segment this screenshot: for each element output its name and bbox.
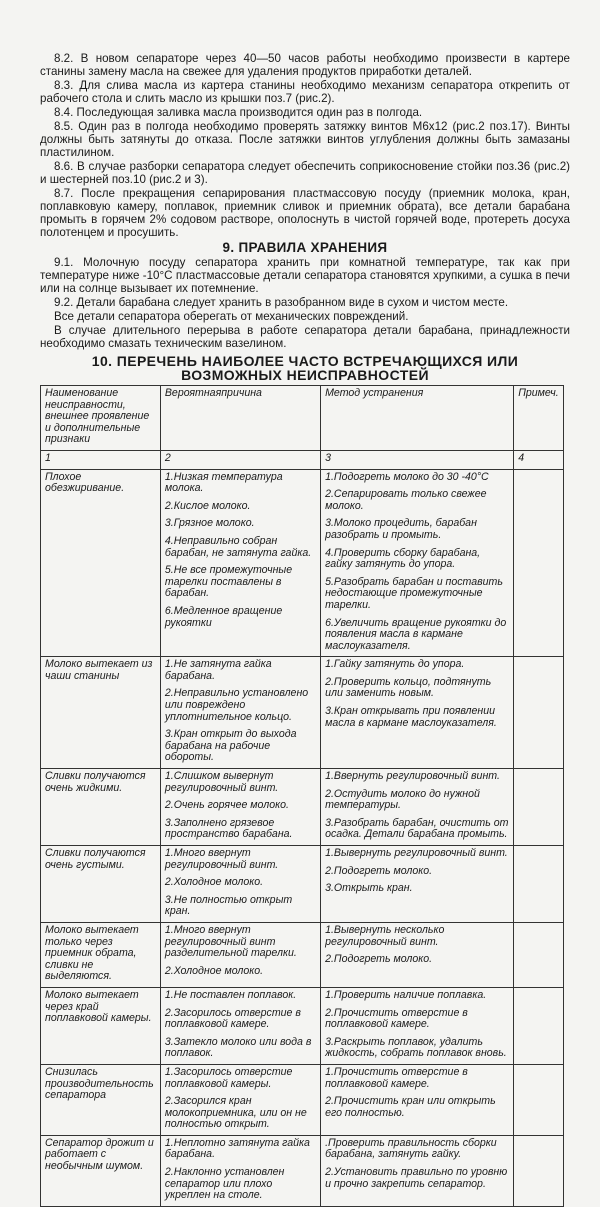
header-note: Примеч. [514,386,564,451]
paragraph-9-3: Все детали сепаратора оберегать от механических повреждений. [54,310,409,323]
note-cell [514,769,564,846]
section-9 [40,256,570,350]
remedy-item: 3.Открыть кран. [325,882,413,895]
remedy-item: .Проверить правильность сборки барабана, затянуть гайку. [325,1136,497,1161]
fault-cell: Сепаратор дрожит и работает с необычным шумом. [41,1135,161,1206]
cause-item: 3.Не полностью открыт кран. [164,893,293,918]
remedy-item: 1.Гайку затянуть до упора. [325,658,465,671]
remedy-cell [321,1064,514,1135]
table-row [41,922,564,987]
remedy-item: 2.Остудить молоко до нужной температуры. [325,787,480,812]
remedy-cell [321,922,514,987]
column-number: 2 [160,450,320,469]
cause-item: 2.Наклонно установлен сепаратор или плохо укреплен на столе. [164,1166,285,1202]
cause-item: 1.Не затянута гайка барабана. [164,658,272,682]
column-number: 4 [514,450,564,469]
faults-table [40,385,564,1207]
remedy-item: 2.Сепарировать только свежее молоко. [325,488,487,512]
remedy-cell [321,769,514,846]
cause-item: 2.Кислое молоко. [164,499,251,512]
table-row [41,657,564,769]
cause-item: 1.Засорилось отверстие поплавковой камеры. [164,1065,293,1090]
cause-cell [160,769,320,846]
paragraph-9-1: 9.1. Молочную посуду сепаратора хранить при комнатной температуре, так как при температуре ниже -10°С пластмассовые детали сепаратора становятся хрупкими, а сушка в печи или на солнце вызывает их потемнение. [40,256,570,295]
column-number: 3 [321,450,514,469]
cause-item: 1.Много ввернут регулировочный винт. [164,847,279,871]
cause-item: 2.Неправильно установлено или повреждено уплотнительное кольцо. [164,687,309,723]
table-header-row [41,386,564,451]
cause-item: 1.Много ввернут регулировочный винт разделительной тарелки. [164,923,297,960]
note-cell [514,1064,564,1135]
cause-cell [160,922,320,987]
table-row [41,469,564,657]
paragraph-8-7: 8.7. После прекращения сепарирования пластмассовую посуду (приемник молока, кран, поплавковую камеру, поплавок, приемник сливок и приемник обрата), все детали барабана промыть в горячем 2% содовом растворе, ополоснуть в чистой горячей воде, протереть досуха полотенцем и просушить. [40,187,570,239]
remedy-item: 2.Прочистить кран или открыть его полностью. [325,1095,496,1119]
remedy-item: 5.Разобрать барабан и поставить недостающие промежуточные тарелки. [325,575,503,611]
cause-item: 2.Холодное молоко. [164,876,264,889]
cause-cell [160,1064,320,1135]
cause-item: 2.Холодное молоко. [164,964,264,977]
header-fault: Наименование неисправности, внешнее проявление и дополнительные признаки [41,386,161,451]
note-cell [514,657,564,769]
cause-cell [160,846,320,923]
cause-cell [160,657,320,769]
table-row [41,987,564,1064]
cause-item: 2.Засорился кран молокоприемника, или он не полностью открыт. [164,1095,307,1131]
remedy-cell [321,987,514,1064]
remedy-item: 1.Проверить наличие поплавка. [325,988,487,1001]
paragraph-8-4: 8.4. Последующая заливка масла производится один раз в полгода. [54,106,423,119]
cause-item: 1.Слишком вывернут регулировочный винт. [164,770,279,794]
paragraph-8-5: 8.5. Один раз в полгода необходимо проверять затяжку винтов М6х12 (рис.2 поз.17). Винты должны быть затянуты до отказа. После затяжки винтов углубления должны быть замазаны пластилином. [40,120,570,159]
remedy-item: 4.Проверить сборку барабана, гайку затянуть до упора. [325,546,481,571]
fault-cell: Молоко вытекает через край поплавковой камеры. [41,987,161,1064]
column-number-row [41,450,564,469]
remedy-cell [321,469,514,657]
section-8 [40,52,570,239]
fault-cell: Молоко вытекает из чаши станины [41,657,161,769]
section-10-heading: 10. ПЕРЕЧЕНЬ НАИБОЛЕЕ ЧАСТО ВСТРЕЧАЮЩИХСЯ ИЛИ ВОЗМОЖНЫХ НЕИСПРАВНОСТЕЙ [91,353,519,383]
remedy-item: 1.Ввернуть регулировочный винт. [325,770,500,783]
note-cell [514,922,564,987]
remedy-item: 3.Кран открывать при появлении масла в кармане маслоуказателя. [325,705,497,729]
table-row [41,769,564,846]
table-row [41,1064,564,1135]
fault-cell: Сливки получаются очень жидкими. [41,769,161,846]
paragraph-8-2: 8.2. В новом сепараторе через 40—50 часов работы необходимо произвести в картере станины замену масла на свежее для удаления продуктов приработки деталей. [40,52,570,78]
remedy-item: 6.Увеличить вращение рукоятки до появления масла в кармане маслоуказателя. [325,616,507,652]
remedy-item: 1.Прочистить отверстие в поплавковой камере. [325,1065,468,1090]
cause-item: 6.Медленное вращение рукоятки [164,604,283,629]
cause-item: 3.Затекло молоко или вода в поплавок. [164,1035,312,1060]
cause-item: 1.Неплотно затянута гайка барабана. [164,1136,310,1161]
fault-cell: Молоко вытекает только через приемник обрата, сливки не выделяются. [41,922,161,987]
paragraph-8-6: 8.6. В случае разборки сепаратора следует обеспечить соприкосновение стойки поз.36 (рис.2) и шестерней поз.10 (рис.2 и 3). [40,160,570,186]
header-cause: Вероятнаяпричина [160,386,320,451]
fault-cell: Снизилась производительность сепаратора [41,1064,161,1135]
cause-item: 3.Заполнено грязевое пространство барабана. [164,816,293,841]
header-remedy: Метод устранения [321,386,514,451]
paragraph-8-3: 8.3. Для слива масла из картера станины необходимо механизм сепаратора открепить от рабочего стола и слить масло из крышки поз.7 (рис.2). [40,79,570,105]
fault-cell: Сливки получаются очень густыми. [41,846,161,923]
column-number: 1 [41,450,161,469]
cause-item: 3.Кран открыт до выхода барабана на рабочие обороты. [164,728,297,764]
remedy-item: 1.Подогреть молоко до 30 -40°С [325,470,489,483]
remedy-item: 1.Вывернуть регулировочный винт. [325,847,508,859]
remedy-item: 3.Раскрыть поплавок, удалить жидкость, собрать поплавок вновь. [325,1035,507,1060]
cause-cell [160,987,320,1064]
cause-item: 2.Засорилось отверстие в поплавковой камере. [164,1006,301,1031]
table-row [41,846,564,923]
remedy-item: 2.Проверить кольцо, подтянуть или заменить новым. [325,675,492,700]
section-9-heading: 9. ПРАВИЛА ХРАНЕНИЯ [222,240,388,255]
cause-item: 5.Не все промежуточные тарелки поставлены в барабан. [164,564,293,600]
cause-item: 1.Низкая температура молока. [164,470,283,495]
note-cell [514,469,564,657]
table-body [41,469,564,1206]
cause-item: 4.Неправильно собран барабан, не затянута гайка. [164,534,312,559]
remedy-cell [321,657,514,769]
paragraph-9-2: 9.2. Детали барабана следует хранить в разобранном виде в сухом и чистом месте. [54,296,509,309]
paragraph-9-4: В случае длительного перерыва в работе сепаратора детали барабана, принадлежности необходимо смазать техническим вазелином. [40,324,570,350]
remedy-item: 3.Разобрать барабан, очистить от осадка. Детали барабана промыть. [325,816,509,841]
cause-item: 1.Не поставлен поплавок. [164,988,297,1001]
remedy-item: 2.Установить правильно по уровню и прочно закрепить сепаратор. [325,1166,508,1190]
remedy-item: 1.Вывернуть несколько регулировочный винт. [325,923,445,948]
fault-cell: Плохое обезжиривание. [41,469,161,657]
remedy-item: 2.Подогреть молоко. [325,864,433,877]
note-cell [514,987,564,1064]
remedy-item: 2.Прочистить отверстие в поплавковой камере. [325,1006,468,1031]
remedy-item: 3.Молоко процедить, барабан разобрать и промыть. [325,517,477,541]
cause-item: 2.Очень горячее молоко. [164,799,289,812]
cause-cell [160,469,320,657]
cause-item: 3.Грязное молоко. [164,517,255,530]
remedy-cell [321,846,514,923]
remedy-item: 2.Подогреть молоко. [325,953,433,966]
note-cell [514,846,564,923]
